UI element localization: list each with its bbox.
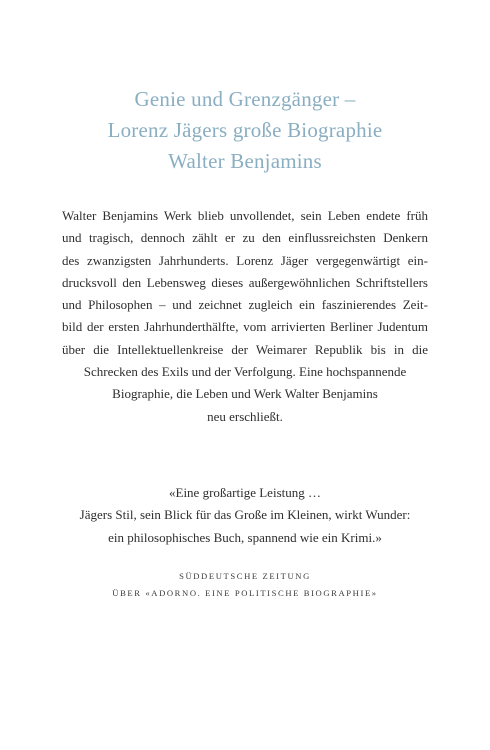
source-publication: SÜDDEUTSCHE ZEITUNG (179, 571, 311, 581)
description-line-3: des zwanzigsten Jahrhunderts. Lorenz Jäger vergegenwärtigt ein- (62, 252, 428, 268)
headline (0, 84, 490, 177)
description-line-10: neu erschließt. (207, 408, 283, 424)
description-line-5: und Philosophen – und zeichnet zugleich ein faszinierendes Zeit- (62, 297, 428, 313)
description-line-9: Biographie, die Leben und Werk Walter Benjamins (112, 386, 378, 402)
source-about: ÜBER «ADORNO. EINE POLITISCHE BIOGRAPHIE» (112, 588, 378, 598)
description-line-7: über die Intellektuellenkreise der Weimarer Republik bis in die (62, 341, 428, 357)
description-line-1: Walter Benjamins Werk blieb unvollendet, sein Leben endete früh (62, 208, 428, 223)
description-paragraph (62, 205, 428, 428)
quote-line-3: ein philosophisches Buch, spannend wie ein Krimi.» (108, 529, 382, 545)
description-line-6: bild der ersten Jahrhunderthälfte, vom arrivierten Berliner Judentum (62, 319, 428, 335)
description-line-2: und tragisch, dennoch zählt er zu den einflussreichsten Denkern (62, 230, 428, 246)
headline-line-1: Genie und Grenzgänger – (134, 87, 356, 111)
headline-line-3: Walter Benjamins (168, 149, 322, 173)
description-line-4: drucksvoll den Lebensweg dieses außergewöhnlichen Schriftstellers (62, 274, 428, 290)
press-quote (0, 482, 490, 549)
description-line-8: Schrecken des Exils und der Verfolgung. Eine hochspannende (83, 364, 407, 380)
quote-line-1: «Eine großartige Leistung … (169, 485, 321, 500)
headline-line-2: Lorenz Jägers große Biographie (107, 118, 383, 142)
quote-source (0, 568, 490, 602)
quote-line-2: Jägers Stil, sein Blick für das Große im Kleinen, wirkt Wunder: (79, 507, 411, 523)
